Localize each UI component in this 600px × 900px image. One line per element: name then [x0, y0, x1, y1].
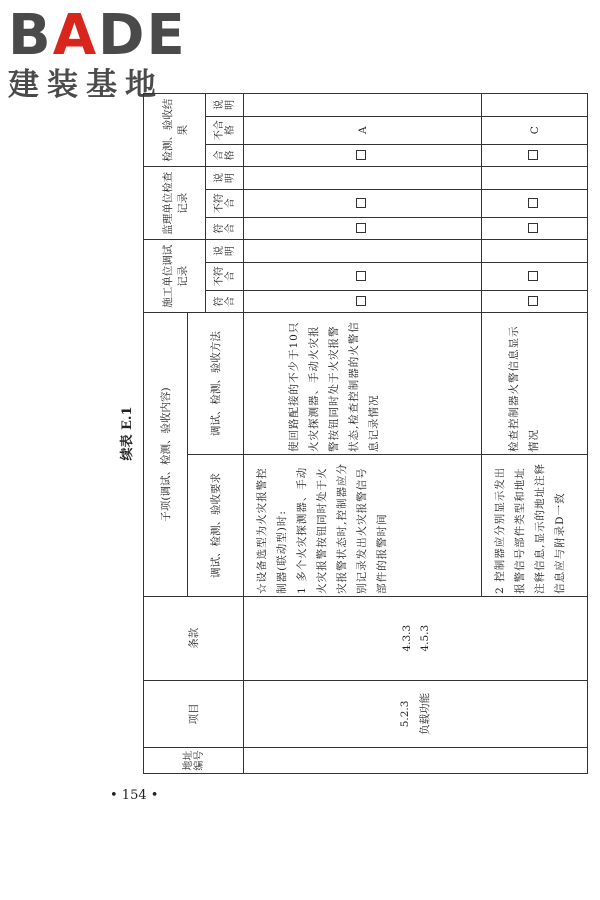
supervision-conform-check[interactable]	[482, 217, 588, 240]
page-number: • 154 •	[110, 788, 159, 803]
header-construction-conform: 符合	[206, 290, 244, 313]
requirement-text: 1 多个火灾探测器、手动火灾报警按钮同时处于火灾报警状态时,控制器应分别记录发出火灾报警信号部件的报警时间	[296, 462, 388, 594]
header-supervision-nonconform: 不符合	[206, 189, 244, 217]
header-subitem: 子项(调试、检测、验收内容)	[144, 313, 188, 597]
header-acceptance-unqualified: 不合格	[206, 116, 244, 144]
project-number: 5.2.3	[399, 700, 411, 728]
supervision-note-cell	[244, 167, 482, 190]
inspection-table	[143, 93, 588, 774]
construction-conform-check[interactable]	[482, 290, 588, 313]
method-cell	[244, 313, 482, 455]
requirement-cell	[244, 455, 482, 597]
header-acceptance-qualified: 合格	[206, 144, 244, 167]
header-supervision-conform: 符合	[206, 217, 244, 240]
construction-nonconform-check[interactable]	[244, 262, 482, 290]
header-requirement: 调试、检测、验收要求	[188, 455, 244, 597]
clause-cell	[244, 596, 588, 680]
construction-note-cell	[244, 240, 482, 263]
header-construction-note: 说明	[206, 240, 244, 263]
construction-nonconform-check[interactable]	[482, 262, 588, 290]
project-cell	[244, 680, 588, 748]
method-cell	[482, 313, 588, 455]
header-address-code: 地址编号	[144, 748, 244, 774]
brand-slogan: 建装基地	[8, 67, 164, 103]
project-name: 负载功能	[419, 692, 431, 735]
rotated-table-page	[117, 93, 587, 774]
header-acceptance-note: 说明	[206, 94, 244, 117]
brand-logo	[8, 3, 187, 103]
acceptance-unqualified-cell: A	[244, 116, 482, 144]
acceptance-note-cell	[244, 94, 482, 117]
acceptance-qualified-check[interactable]	[244, 144, 482, 167]
header-construction-nonconform: 不符合	[206, 262, 244, 290]
clause-item: 4.3.3	[400, 624, 413, 652]
supervision-conform-check[interactable]	[244, 217, 482, 240]
requirement-cell	[482, 455, 588, 597]
brand-wordmark: BADE	[8, 3, 187, 68]
construction-note-cell	[482, 240, 588, 263]
header-supervision-record: 监理单位检查记录	[144, 167, 206, 240]
supervision-nonconform-check[interactable]	[482, 189, 588, 217]
table-caption: 续表 E.1	[120, 406, 135, 461]
header-construction-record: 施工单位调试记录	[144, 240, 206, 313]
method-text: 检查控制器火警信息显示情况	[508, 325, 540, 453]
header-supervision-note: 说明	[206, 167, 244, 190]
address-code-cell	[244, 748, 588, 774]
header-clause: 条款	[144, 596, 244, 680]
requirement-text: 2 控制器应分别显示发出报警信号部件类型和地址注释信息,显示的地址注释信息应与附录D一致	[494, 462, 566, 594]
acceptance-unqualified-cell: C	[482, 116, 588, 144]
clause-item: 4.5.3	[418, 624, 431, 652]
header-acceptance-result: 检测、验收结果	[144, 94, 206, 167]
header-method: 调试、检测、验收方法	[188, 313, 244, 455]
header-project: 项目	[144, 680, 244, 748]
method-text: 使回路配接的不少于10只火灾探测器、手动火灾报警按钮同时处于火灾报警状态,检查控制器的火警信息记录情况	[288, 321, 380, 453]
supervision-note-cell	[482, 167, 588, 190]
construction-conform-check[interactable]	[244, 290, 482, 313]
requirement-text: ☆设备选型为火灾报警控制器(联动型)时:	[256, 467, 288, 594]
acceptance-note-cell	[482, 94, 588, 117]
acceptance-qualified-check[interactable]	[482, 144, 588, 167]
supervision-nonconform-check[interactable]	[244, 189, 482, 217]
